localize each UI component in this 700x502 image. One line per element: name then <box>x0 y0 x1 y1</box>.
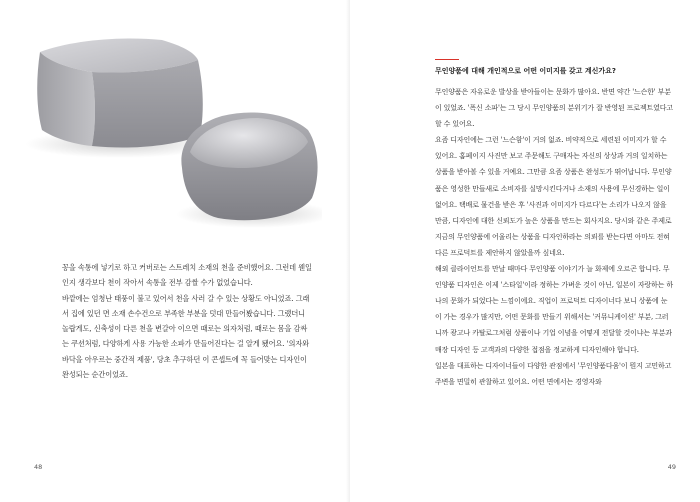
page-number-right: 49 <box>667 463 676 471</box>
right-paragraph: 요즘 디자인에는 그런 '느슨함'이 거의 없죠. 비약적으로 세련된 이미지가 할 수 있어요. 홈페이지 사진만 보고 주문해도 구매자는 자신의 상상과 거의 일치하는 상품을 받아볼 수 있을 거예요. 그만큼 요즘 상품은 완성도가 뛰어납니다. 무인양품은 영성한 만들새로 소비자를 실망시킨다거나 소재의 사용에 무신경하는 일이 없어요. 택배로 물건을 받은 후 '사진과 이미지가 다르다'는 소리가 나오지 않을 만큼, 디자인에 대한 신뢰도가 높은 상품을 만드는 회사지요. 당시와 같은 주제로 지금의 무인양품에 어울리는 상품을 디자인하라는 의뢰를 받는다면 아마도 전혀 다른 프로덕트를 제안하지 않았을까 싶네요. <box>435 136 672 257</box>
left-body-text <box>62 260 312 382</box>
left-paragraph: 꽁을 속통에 넣기로 하고 커버로는 스트레치 소재의 천을 준비했어요. 그런데 웬일인지 생각보다 천이 작아서 속통을 전부 감쌀 수가 없었습니다. <box>62 263 312 288</box>
accent-rule <box>435 59 459 60</box>
right-paragraph: 무인양품은 자유로운 발상을 받아들이는 문화가 많아요. 반면 약간 '느슨한' 부분이 있었죠. '폭신 소파'는 그 당시 무인양품의 분위기가 잘 반영된 프로젝트였다고 할 수 있어요. <box>435 88 673 129</box>
cube-side <box>92 60 203 148</box>
interview-question: 무인양품에 대해 개인적으로 어떤 이미지를 갖고 계신가요? <box>435 67 616 75</box>
right-paragraph: 해외 클라이언트를 만날 때마다 무인양품 이야기가 늘 화제에 오르곤 합니다. 무인양품 디자인은 이제 '스타일'이라 정하는 가벼운 것이 아닌, 일본이 자랑하는 하나의 문화가 되었다는 느낌이에요. 직업이 프로덕트 디자이너다 보니 상품에 눈이 가는 경우가 많지만, 어떤 문화를 만들기 위해서는 '커뮤니케이션' 부분, 그러니까 광고나 카탈로그처럼 상품이나 기업 이념을 어떻게 전달할 것이냐는 부분과 매장 디자인 등 고객과의 다양한 접점을 정교하게 디자인해야 합니다. <box>435 265 673 354</box>
page-number-left: 48 <box>34 463 43 471</box>
right-body-text <box>435 84 673 390</box>
right-paragraph: 일본을 대표하는 디자이너들이 다양한 관점에서 '무인양품다움'이 뭔지 고민하고 주변을 면밀히 관찰하고 있어요. 어떤 면에서는 경영자와 <box>435 361 672 386</box>
beanbag-photo <box>22 18 322 240</box>
right-page <box>350 0 700 502</box>
left-paragraph: 바깥에는 엄청난 태풍이 불고 있어서 천을 사러 갈 수 있는 상황도 아니었죠. 그래서 집에 있던 면 소재 손수건으로 부족한 부분을 덧대 만들어봤습니다. 그랬더니 놀랍게도, 신축성이 다른 천을 변갈아 이으면 때로는 의자처럼, 때로는 몸을 감싸는 쿠션처럼, 다양하게 사용 가능한 소파가 만들어진다는 걸 알게 됐어요. '의자와 바닥을 아우르는 중간적 제품', 당초 추구하던 이 콘셉트에 꼭 들어맞는 디자인이 완성되는 순간이었죠. <box>62 293 310 380</box>
